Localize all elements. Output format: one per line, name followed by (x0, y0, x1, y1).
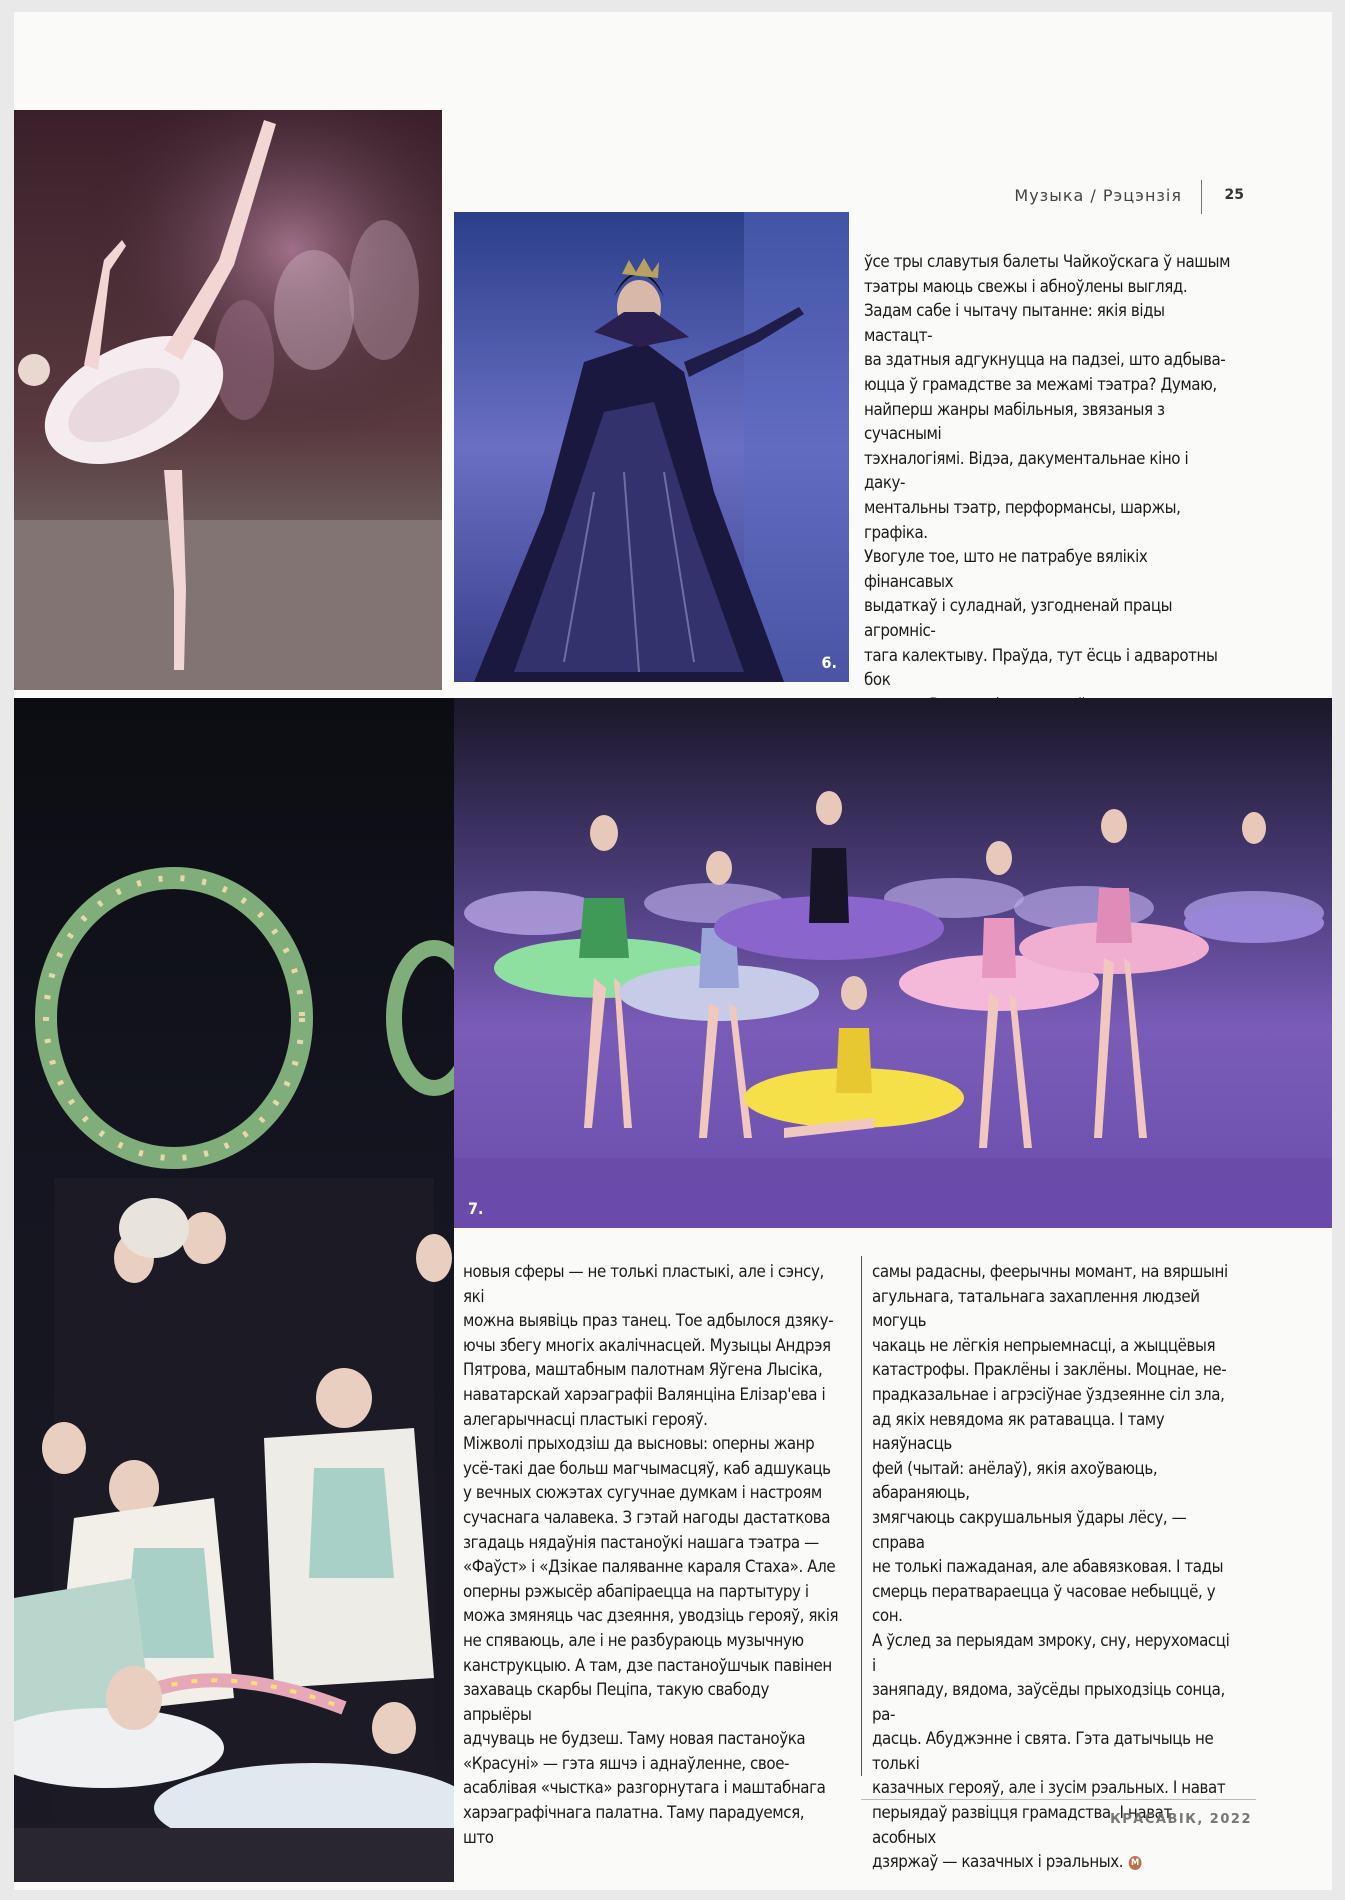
text-line: згадаць нядаўнія пастаноўкі нашага тэатра — (463, 1532, 819, 1552)
column-divider (861, 1256, 862, 1776)
text-line: «Красуні» — гэта яшчэ і аднаўленне, свое- (463, 1753, 790, 1773)
footer-rule (861, 1799, 1256, 1800)
text-line: можа змяняць час дзеяння, уводзіць герояў, якія (463, 1606, 839, 1626)
text-line: перыядаў развіцця грамадства. І нават асобных (872, 1803, 1172, 1847)
article-column-bottom-right (872, 1260, 1231, 1875)
text-line: наватарскай харэаграфіі Валянціна Елізар'ева і (463, 1384, 826, 1404)
text-line: ўсе тры славутыя балеты Чайкоўскага ў нашым (864, 252, 1231, 271)
garland-dancers-photo (14, 698, 454, 1882)
queen-photo (454, 212, 849, 682)
text-line: А ўслед за перыядам змроку, сну, нерухомасці і (872, 1630, 1230, 1675)
text-line: Пятрова, маштабным палотнам Яўгена Лысіка, (463, 1360, 823, 1380)
text-line: не толькі пажаданая, але абавязковая. І тады (872, 1557, 1224, 1577)
text-line: юцца ў грамадстве за межамі тэатра? Думаю, (864, 374, 1217, 394)
text-line: найперш жанры мабільныя, звязаныя з сучаснымі (864, 399, 1165, 444)
text-line: агульнага, татальнага захаплення людзей могуць (872, 1286, 1200, 1331)
text-line: адчуваць не будзеш. Таму новая пастаноўка (463, 1729, 806, 1749)
article-column-bottom-left (463, 1260, 838, 1850)
text-line: «Фаўст» і «Дзікае паляванне караля Стаха». Але (463, 1557, 836, 1577)
footer-publication-label: КРАСАВІК, 2022 (1110, 1812, 1252, 1827)
text-line: казачных герояў, але і зусім рэальных. І нават (872, 1778, 1226, 1798)
header-divider (1201, 180, 1202, 214)
text-line: катастрофы. Праклёны і заклёны. Моцнае, не- (872, 1360, 1227, 1380)
photo-7-caption: 7. (468, 1199, 484, 1218)
text-line: Міжволі прыходзіш да высновы: оперны жанр (463, 1434, 815, 1454)
text-line: ва здатныя адгукнуцца на падзеі, што адбыва- (864, 350, 1226, 370)
text-line: фей (чытай: анёлаў), якія ахоўваюць, абараняюць, (872, 1458, 1158, 1503)
text-line: асаблівая «чыстка» разгорнутага і маштабнага (463, 1778, 826, 1798)
text-line: усё-такі дае больш магчымасцяў, каб адшукаць (463, 1458, 831, 1478)
text-line: можна выявіць праз танец. Тое адбылося дзяку- (463, 1311, 834, 1331)
text-line: смерць ператвараецца ў часовае небыццё, у сон. (872, 1581, 1216, 1626)
text-line: чакаць не лёгкія непрыемнасці, а жыццёвыя (872, 1335, 1216, 1355)
magazine-page (14, 12, 1332, 1890)
text-line: ючы збегу многіх акалічнасцей. Музыцы Андрэя (463, 1335, 831, 1355)
text-line: змягчаюць сакрушальныя ўдары лёсу, — справа (872, 1507, 1187, 1552)
text-line: дасць. Абуджэнне і свята. Гэта датычыць не толькі (872, 1729, 1214, 1773)
text-line: дзяржаў — казачных і рэальных. М (872, 1850, 1231, 1875)
text-line: сучаснага чалавека. З гэтай нагоды дастаткова (463, 1507, 831, 1527)
text-line: Задам сабе і чытачу пытанне: якія віды мастацт- (864, 301, 1165, 345)
text-line: тэхналогіямі. Відэа, дакументальнае кіно і даку- (864, 448, 1189, 493)
fairies-photo (454, 698, 1332, 1228)
text-line: тага калектыву. Праўда, тут ёсць і адваротны бок (864, 645, 1218, 690)
text-line: новыя сферы — не толькі пластыкі, але і сэнсу, які (463, 1262, 824, 1306)
section-label: Музыка / Рэцэнзія (1014, 186, 1182, 205)
text-line: захаваць скарбы Пеціпа, такую свабоду апрыёры (463, 1680, 769, 1724)
text-line: самы радасны, феерычны момант, на вяршыні (872, 1262, 1228, 1281)
text-line: Увогуле тое, што не патрабуе вялікіх фінансавых (864, 547, 1148, 591)
text-line: ад якіх невядома як ратавацца. І таму наяўнасць (872, 1409, 1165, 1454)
ballerina-photo (14, 110, 442, 690)
text-line: канструкцыю. А там, дзе пастаноўшчык павінен (463, 1655, 832, 1675)
text-line: тэатры маюць свежы і абноўлены выгляд. (864, 276, 1188, 296)
text-line: ментальны тэатр, перформансы, шаржы, графіка. (864, 497, 1181, 542)
text-line: выдаткаў і суладнай, узгодненай працы агромніс- (864, 596, 1173, 640)
text-line: прадказальнае і агрэсіўнае ўздзеянне сіл зла, (872, 1384, 1225, 1404)
photo-6-caption: 6. (821, 653, 837, 672)
text-line: харэаграфічнага палатна. Таму парадуемся, што (463, 1803, 805, 1847)
text-line: заняпаду, вядома, заўсёды прыходзіць сонца, ра- (872, 1680, 1225, 1724)
text-line: не спяваюць, але і не разбураюць музычную (463, 1630, 804, 1650)
page-number: 25 (1224, 187, 1244, 203)
text-line: у вечных сюжэтах сугучнае думкам і настроям (463, 1483, 822, 1503)
article-end-mark-icon: М (1129, 1856, 1142, 1870)
text-line: алегарычнасці пластыкі герояў. (463, 1409, 708, 1429)
text-line: оперны рэжысёр абапіраецца на партытуру і (463, 1581, 809, 1601)
page-header (1004, 180, 1244, 210)
